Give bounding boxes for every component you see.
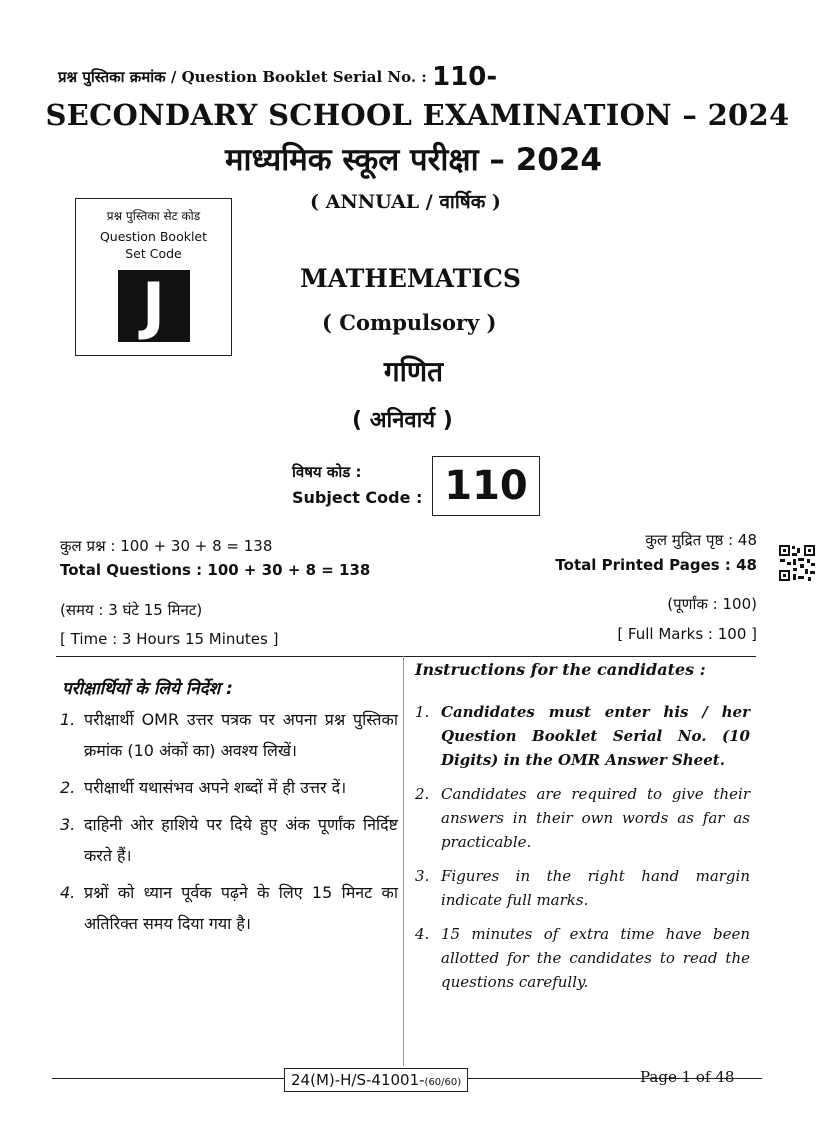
full-marks-hi: (पूर्णांक : 100)	[667, 595, 757, 613]
exam-title-hi: माध्यमिक स्कूल परीक्षा – 2024	[225, 142, 602, 178]
item-text: प्रश्नों को ध्यान पूर्वक पढ़ने के लिए 15 मिनट का अतिरिक्त समय दिया गया है।	[84, 883, 398, 933]
subject-compulsory-hi: ( अनिवार्य )	[352, 408, 453, 433]
subject-code-label-hi: विषय कोड :	[292, 463, 362, 481]
item-number: 3.	[415, 867, 430, 885]
item-text: दाहिनी ओर हाशिये पर दिये हुए अंक पूर्णांक निर्दिष्ट करते हैं।	[84, 815, 398, 865]
serial-number: 110-	[432, 62, 498, 92]
serial-number-line	[58, 62, 497, 92]
item-text: परीक्षार्थी यथासंभव अपने शब्दों में ही उत्तर दें।	[84, 778, 347, 797]
item-number: 2.	[60, 778, 76, 797]
header-divider	[56, 656, 756, 657]
set-code-label-en-2: Set Code	[125, 246, 182, 261]
subject-name-hi: गणित	[383, 355, 444, 388]
instructions-hi-list	[60, 704, 398, 945]
instruction-en-item	[415, 700, 750, 772]
full-marks-en: [ Full Marks : 100 ]	[617, 625, 757, 643]
item-text: 15 minutes of extra time have been allotted for the candidates to read the questions carefully.	[441, 925, 750, 991]
subject-code-label-en: Subject Code :	[292, 488, 423, 507]
instructions-en-heading: Instructions for the candidates :	[415, 660, 706, 679]
item-text: Candidates are required to give their answers in their own words as far as practicable.	[441, 785, 750, 851]
item-number: 3.	[60, 815, 76, 834]
total-questions-hi: कुल प्रश्न : 100 + 30 + 8 = 138	[60, 537, 273, 555]
item-text: परीक्षार्थी OMR उत्तर पत्रक पर अपना प्रश्न पुस्तिका क्रमांक (10 अंकों का) अवश्य लिखें।	[84, 710, 398, 760]
page-number: Page 1 of 48	[640, 1068, 735, 1086]
set-code-label-en-1: Question Booklet	[99, 229, 208, 244]
instructions-hi-heading: परीक्षार्थियों के लिये निर्देश :	[62, 679, 233, 699]
item-number: 4.	[60, 883, 76, 902]
instruction-en-item	[415, 782, 750, 854]
instructions-en-list	[415, 700, 750, 1004]
total-pages-en: Total Printed Pages : 48	[555, 556, 757, 574]
subject-name-en: MATHEMATICS	[300, 264, 521, 293]
subject-compulsory-en: ( Compulsory )	[322, 310, 497, 335]
set-code-box	[75, 198, 232, 356]
item-text: Figures in the right hand margin indicate full marks.	[441, 867, 750, 909]
time-hi: (समय : 3 घंटे 15 मिनट)	[60, 601, 203, 619]
paper-code: 24(M)-H/S-41001-	[291, 1071, 425, 1089]
item-text: Candidates must enter his / her Question Booklet Serial No. (10 Digits) in the OMR Answer Sheet.	[441, 703, 750, 769]
item-number: 1.	[60, 710, 76, 729]
time-en: [ Time : 3 Hours 15 Minutes ]	[60, 630, 279, 648]
item-number: 1.	[415, 703, 430, 721]
instruction-en-item	[415, 864, 750, 912]
total-questions-en: Total Questions : 100 + 30 + 8 = 138	[60, 561, 371, 579]
paper-code-box	[284, 1068, 468, 1092]
exam-title-en: SECONDARY SCHOOL EXAMINATION – 2024	[45, 98, 790, 132]
instruction-en-item	[415, 922, 750, 994]
paper-code-suffix: (60/60)	[424, 1077, 462, 1088]
instruction-hi-item	[60, 877, 398, 939]
column-divider	[403, 656, 404, 1066]
set-code-label-hi: प्रश्न पुस्तिका सेट कोड	[106, 209, 201, 223]
total-pages-hi: कुल मुद्रित पृष्ठ : 48	[645, 531, 757, 549]
exam-type: ( ANNUAL / वार्षिक )	[310, 191, 501, 213]
instruction-hi-item	[60, 772, 398, 803]
subject-code-box: 110	[432, 456, 540, 516]
serial-label: प्रश्न पुस्तिका क्रमांक / Question Booklet Serial No. :	[58, 68, 427, 86]
item-number: 2.	[415, 785, 430, 803]
qr-code-icon	[778, 544, 816, 582]
item-number: 4.	[415, 925, 430, 943]
set-code-letter: J	[118, 270, 190, 342]
instruction-hi-item	[60, 704, 398, 766]
instruction-hi-item	[60, 809, 398, 871]
